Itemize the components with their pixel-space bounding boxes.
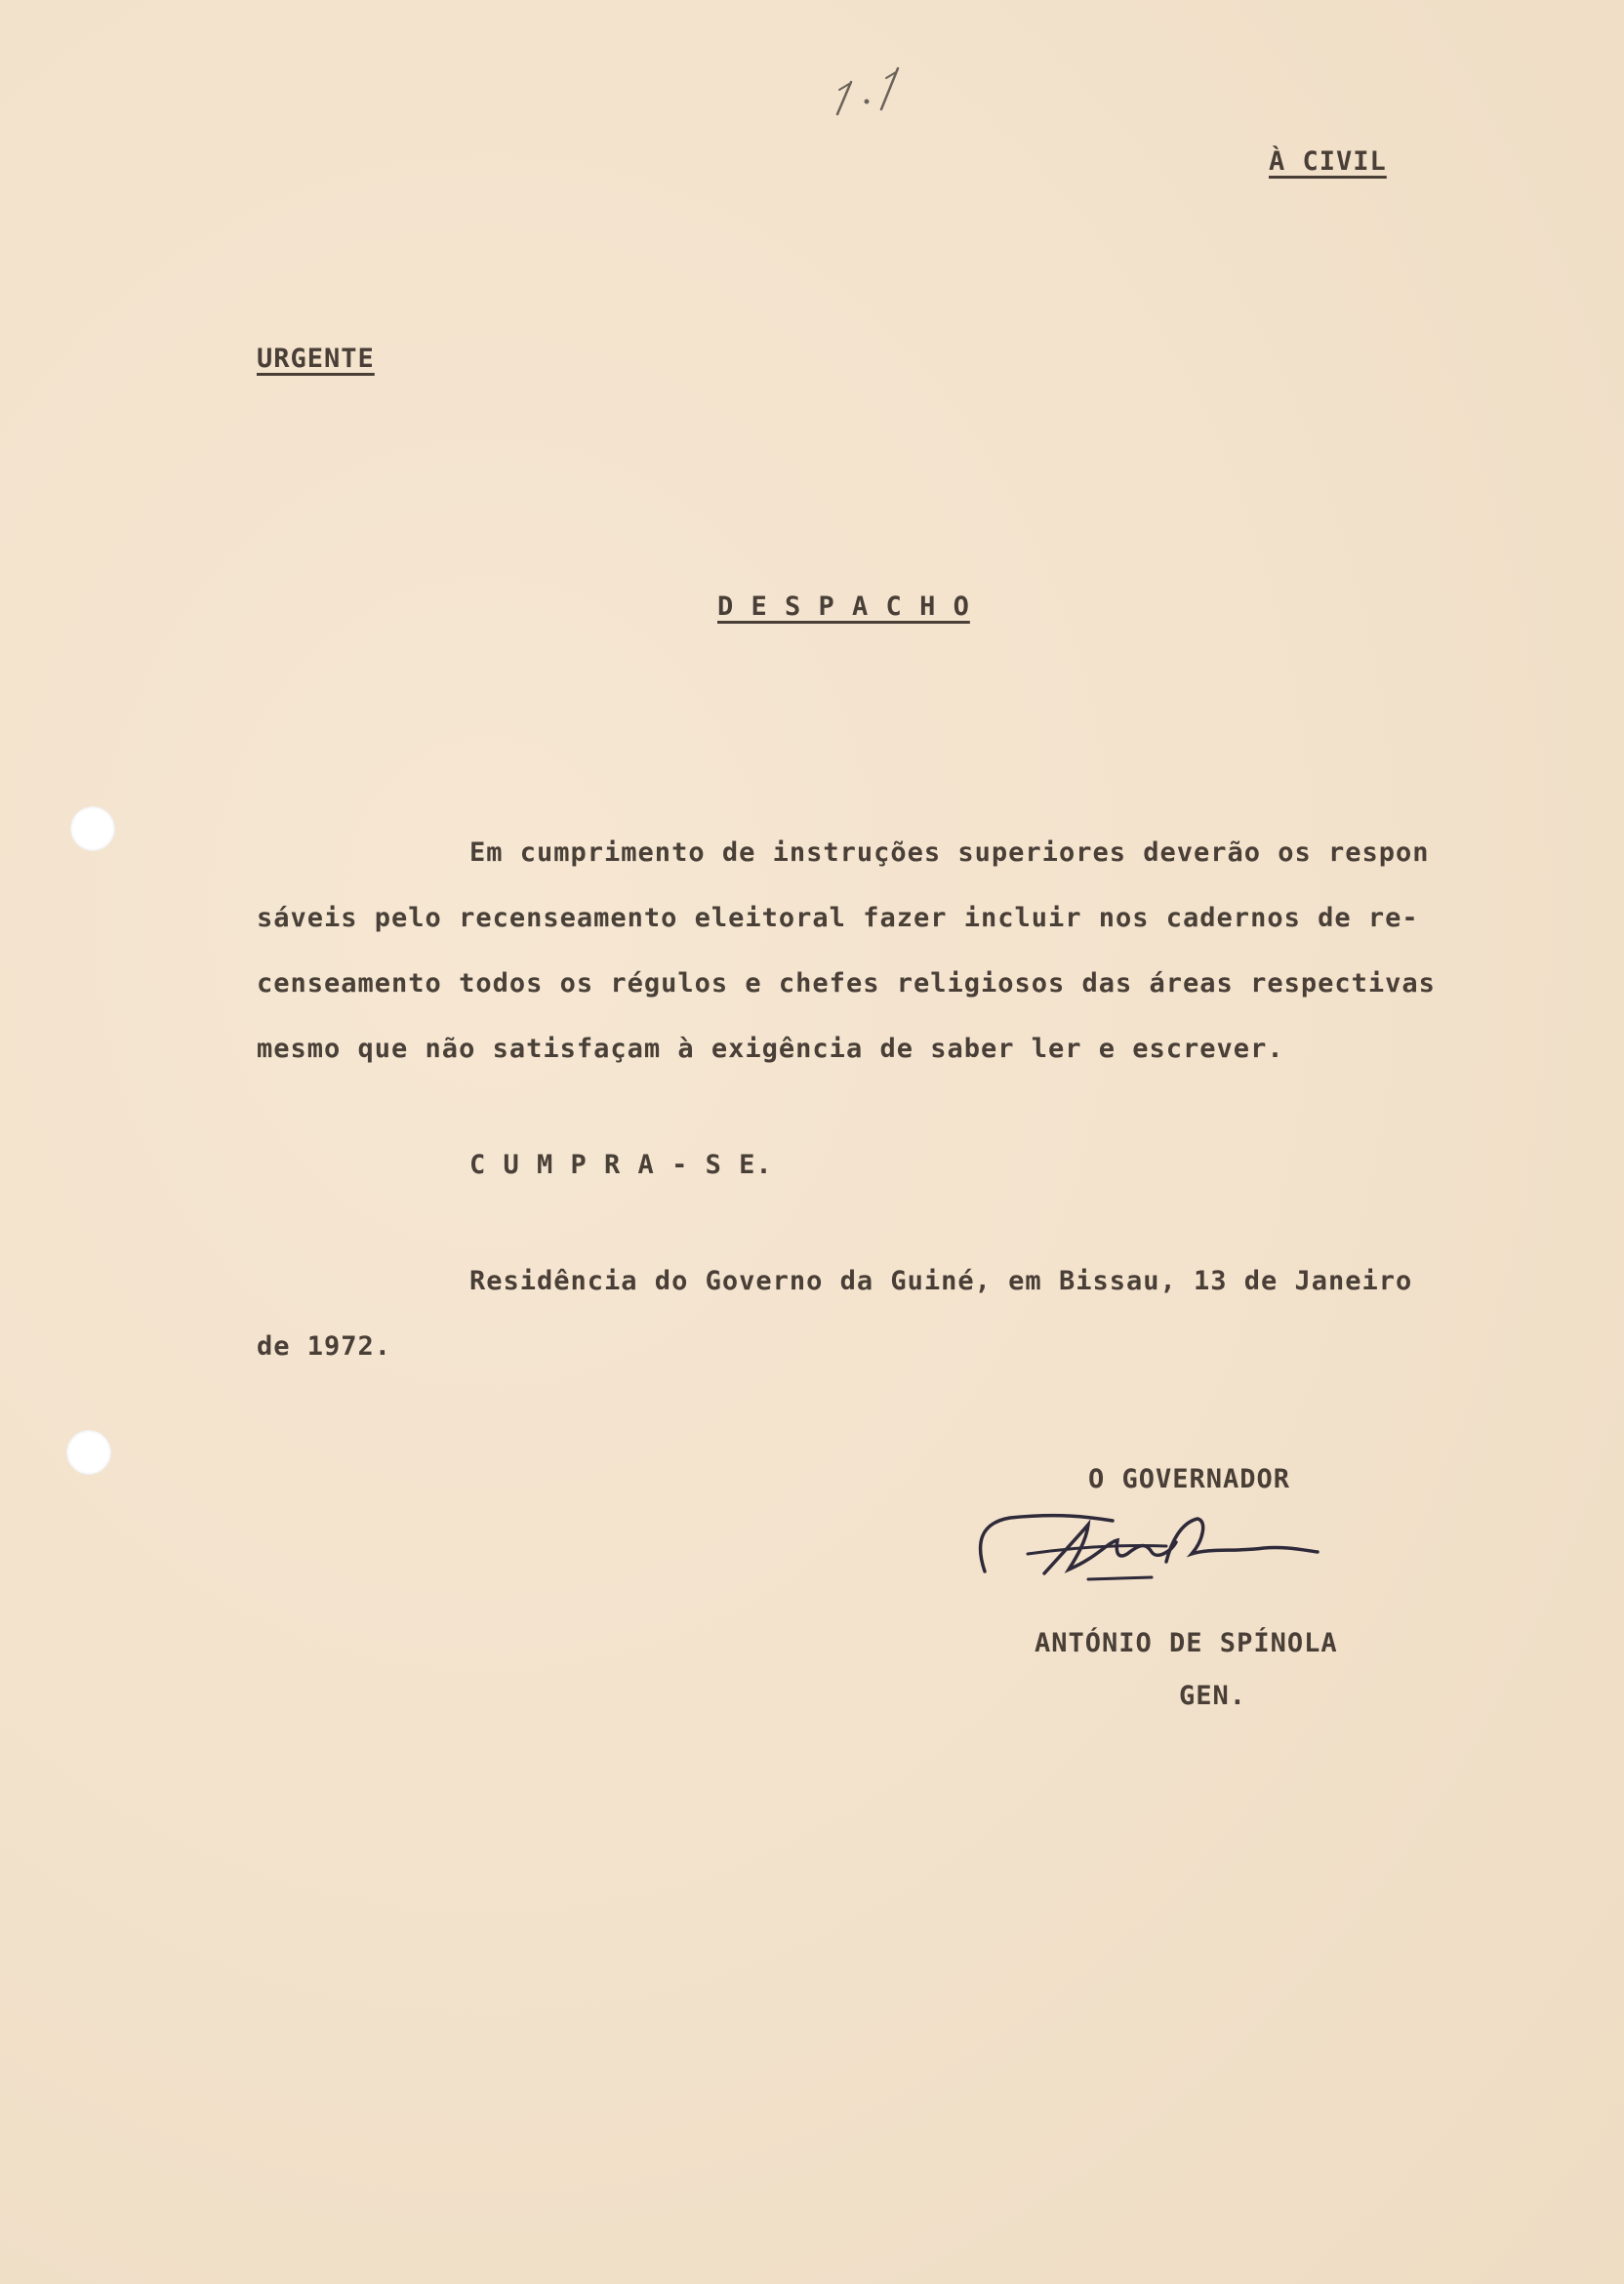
pencil-mark xyxy=(828,61,915,129)
handwritten-signature xyxy=(971,1484,1342,1591)
body-line: sáveis pelo recenseamento eleitoral fazer incluir nos cadernos de re- xyxy=(257,903,1419,933)
signatory-rank: GEN. xyxy=(1179,1681,1247,1711)
punch-hole xyxy=(70,806,115,851)
routing-label: À CIVIL xyxy=(1269,146,1387,177)
body-line: mesmo que não satisfaçam à exigência de saber ler e escrever. xyxy=(257,1034,1284,1064)
signature-role: O GOVERNADOR xyxy=(1088,1464,1291,1494)
document-title: D E S P A C H O xyxy=(717,591,970,622)
place-date-line: de 1972. xyxy=(257,1331,392,1362)
signatory-name: ANTÓNIO DE SPÍNOLA xyxy=(1035,1628,1338,1658)
place-date-line: Residência do Governo da Guiné, em Bissau, 13 de Janeiro xyxy=(469,1266,1413,1296)
body-line: censeamento todos os régulos e chefes religiosos das áreas respectivas xyxy=(257,968,1436,999)
priority-label: URGENTE xyxy=(257,344,375,374)
order-line: C U M P R A - S E. xyxy=(469,1150,773,1180)
body-line: Em cumprimento de instruções superiores deverão os respon xyxy=(469,837,1430,868)
punch-hole xyxy=(66,1430,111,1475)
